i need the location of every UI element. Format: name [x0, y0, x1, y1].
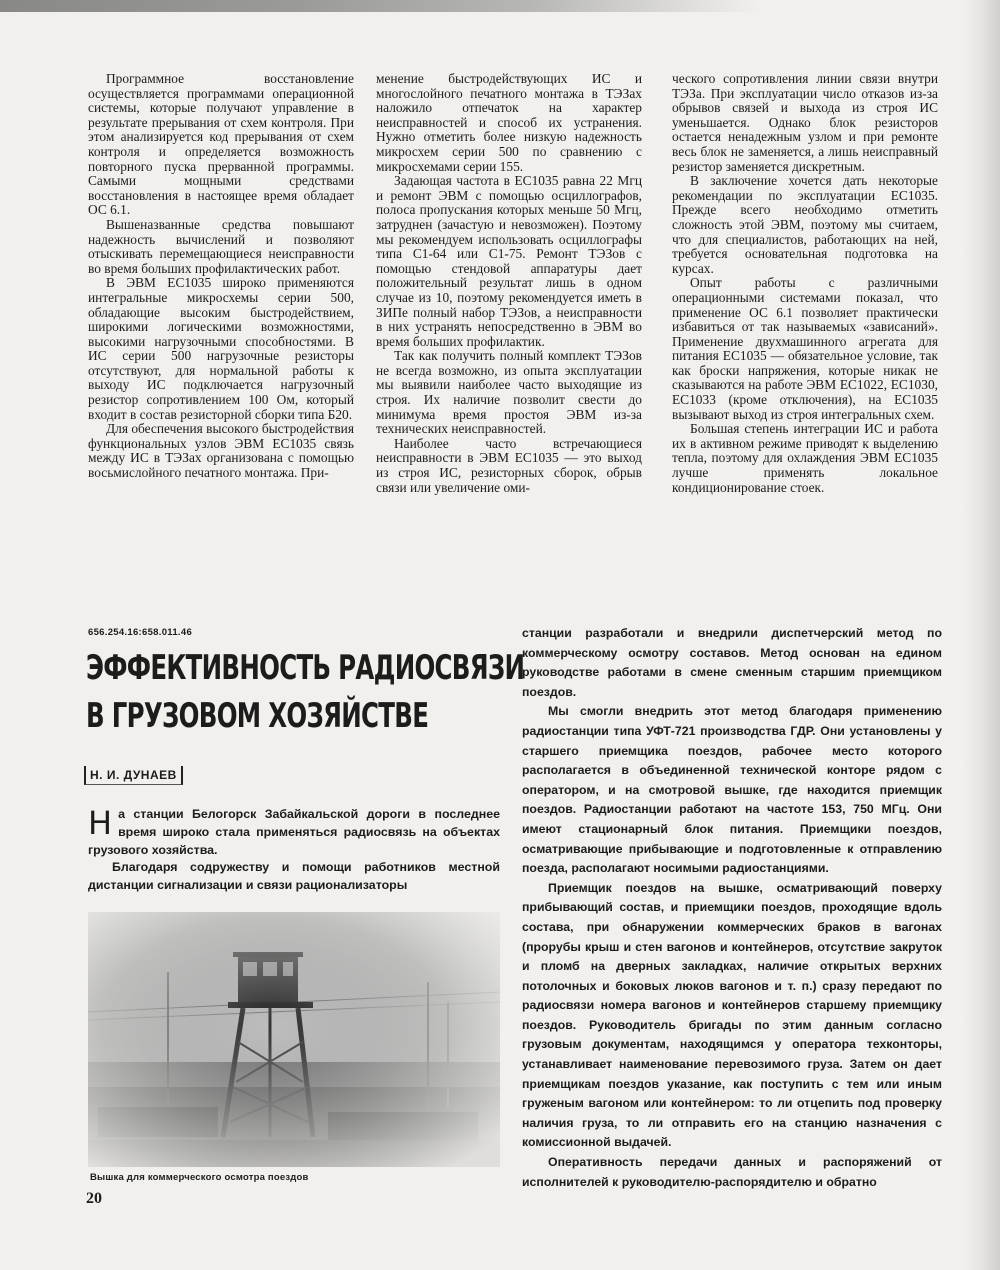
tower-illustration	[88, 912, 500, 1167]
drop-cap: Н	[88, 804, 113, 842]
lead-paragraph-2: Благодаря содружеству и помощи работников местной дистанции сигнализации и связи рационализаторы	[88, 860, 500, 893]
page-edge-shadow	[962, 0, 1000, 1270]
paragraph: Так как получить полный комплект ТЭЗов не всегда возможно, из опыта эксплуатации мы выявили наиболее часто выходящие из строя. Их наличие позволит свести до минимума время простоя ЭВМ из-за технических неисправностей.	[376, 348, 642, 437]
udc-code: 656.254.16:658.011.46	[88, 627, 193, 638]
paragraph: Вышеназванные средства повышают надежность вычислений и позволяют отыскивать перемещающиеся неисправности во время больших профилактических работ.	[88, 216, 354, 276]
scan-artifact	[0, 0, 760, 12]
text-column-1	[88, 72, 354, 481]
paragraph: Программное восстановление осуществляется программами операционной системы, которые получают управление в результате прерывания от схем контроля. При этом анализируется код прерывания от схем контроля и определяется возможность повторного пуска прерванной программы. Самыми мощными средствами восстановления в настоящее время обладает ОС 6.1.	[88, 71, 354, 218]
author-name: Н. И. ДУНАЕВ	[84, 766, 183, 785]
paragraph: Опыт работы с различными операционными системами показал, что применение ОС 6.1 позволяет практически избавиться от так называемых «зависаний». Применение двухмашинного агрегата для питания ЕС1035 — обязательное условие, так как броски напряжения, которые никак не сказываются на работе ЭВМ ЕС1022, ЕС1030, ЕС1033 (кроме отключения), на ЕС1035 вызывают выход из строя интегральных схем.	[672, 275, 938, 422]
article-lead	[88, 806, 500, 895]
text-column-3	[672, 72, 938, 495]
paragraph: менение быстродействующих ИС и многослойного печатного монтажа в ТЭЗах наложило отпечаток на характер неисправностей и способ их устранения. Нужно отметить более низкую надежность микросхем серии 500 по сравнению с микросхемами серии 155.	[376, 71, 642, 174]
paragraph: Большая степень интеграции ИС и работа их в активном режиме приводят к выделению тепла, поэтому для охлаждения ЭВМ ЕС1035 лучше применять локальное кондиционирование стоек.	[672, 421, 938, 495]
title-line-1: ЭФФЕКТИВНОСТЬ РАДИОСВЯЗИ	[86, 648, 525, 688]
paragraph: Оперативность передачи данных и распоряжений от исполнителей к руководителю-распорядителю и обратно	[522, 1155, 942, 1189]
title-line-2: В ГРУЗОВОМ ХОЗЯЙСТВЕ	[86, 696, 429, 736]
paragraph: Мы смогли внедрить этот метод благодаря применению радиостанции типа УФТ-721 производства ГДР. Они установлены у старшего приемщика поездов, рабочее место которого располагается в объединенной технической конторе рядом с оператором, и на смотровой вышке, где находится приемщик поездов. Радиостанции работают на частоте 153, 750 МГц. Они имеют стационарный блок питания. Приемщики поездов, осматривающие прибывающие и подготовленные к отправлению поезда, располагают носимыми радиостанциями.	[522, 704, 942, 876]
tower-photo	[88, 912, 500, 1167]
paragraph: Задающая частота в ЕС1035 равна 22 Мгц и ремонт ЭВМ с помощью осциллографов, полоса пропускания которых меньше 50 Мгц, затруднен (зачастую и невозможен). Поэтому мы рекомендуем использовать осциллографы типа С1-64 или С1-75. Ремонт ТЭЗов с помощью стендовой аппаратуры дает положительный результат лишь в одном случае из 10, поэтому рекомендуется иметь в ЗИПе полный набор ТЭЗов, а неисправности в них устранять непосредственно в ЭВМ во время больших профилактик.	[376, 173, 642, 349]
lead-paragraph-1	[88, 806, 500, 859]
paragraph: ческого сопротивления линии связи внутри ТЭЗа. При эксплуатации число отказов из-за обрывов связей и выхода из строя ИС уменьшается. Однако блок резисторов остается ненадежным узлом и при ремонте весь блок не заменяется, а лишь неисправный резистор заменяется дискретным.	[672, 71, 938, 174]
photo-caption: Вышка для коммерческого осмотра поездов	[90, 1172, 309, 1183]
lead-text: а станции Белогорск Забайкальской дороги в последнее время широко стала применяться радиосвязь на объектах грузового хозяйства.	[88, 807, 500, 857]
paragraph: Наиболее часто встречающиеся неисправности в ЭВМ ЕС1035 — это выход из строя ИС, резисторных сборок, обрыв связи или увеличение оми-	[376, 435, 642, 495]
article-title	[86, 644, 525, 740]
paragraph: станции разработали и внедрили диспетчерский метод по коммерческому осмотру составов. Метод основан на едином руководстве работами в смене сменным старшим приемщиком поездов.	[522, 626, 942, 699]
page-number: 20	[86, 1190, 102, 1207]
paragraph: Для обеспечения высокого быстродействия функциональных узлов ЭВМ ЕС1035 связь между ИС в ТЭЗах организована с помощью восьмислойного печатного монтажа. При-	[88, 421, 354, 481]
paragraph: В заключение хочется дать некоторые рекомендации по эксплуатации ЕС1035. Прежде всего необходимо отметить сложность этой ЭВМ, поэтому мы считаем, что для специалистов, работающих на ней, требуется основательная подготовка на курсах.	[672, 173, 938, 276]
article-body-column	[522, 624, 942, 1192]
text-column-2	[376, 72, 642, 495]
paragraph: В ЭВМ ЕС1035 широко применяются интегральные микросхемы серии 500, обладающие высоким быстродействием, широкими логическими возможностями, высокими нагрузочными способностями. В ИС серии 500 нагрузочные резисторы отсутствуют, для нормальной работы к выходу ИС подключается нагрузочный резистор сопротивлением 100 Ом, который входит в состав резисторной сборки типа Б20.	[88, 275, 354, 422]
paragraph: Приемщик поездов на вышке, осматривающий поверху прибывающий состав, и приемщики поездов, проходящие вдоль состава, при обнаружении коммерческих браков в вагонах (прорубы крыш и стен вагонов и контейнеров, отсутствие закруток и пломб на дверных закладках, наличие открытых верхних потолочных и боковых люков вагонов и т. п.) сразу передают по радиосвязи номера вагонов и контейнеров старшему приемщику поездов. Руководитель бригады по этим данным согласно грузовым документам, находящимся у оператора техконторы, устанавливает наименование перевозимого груза. Затем он дает приемщикам поездов указание, как поступить с тем или иным груженым вагоном или контейнером: то ли отцепить под проверку наличия груза, то ли отправить его на станцию назначения с комиссионной выдачей.	[522, 880, 942, 1150]
